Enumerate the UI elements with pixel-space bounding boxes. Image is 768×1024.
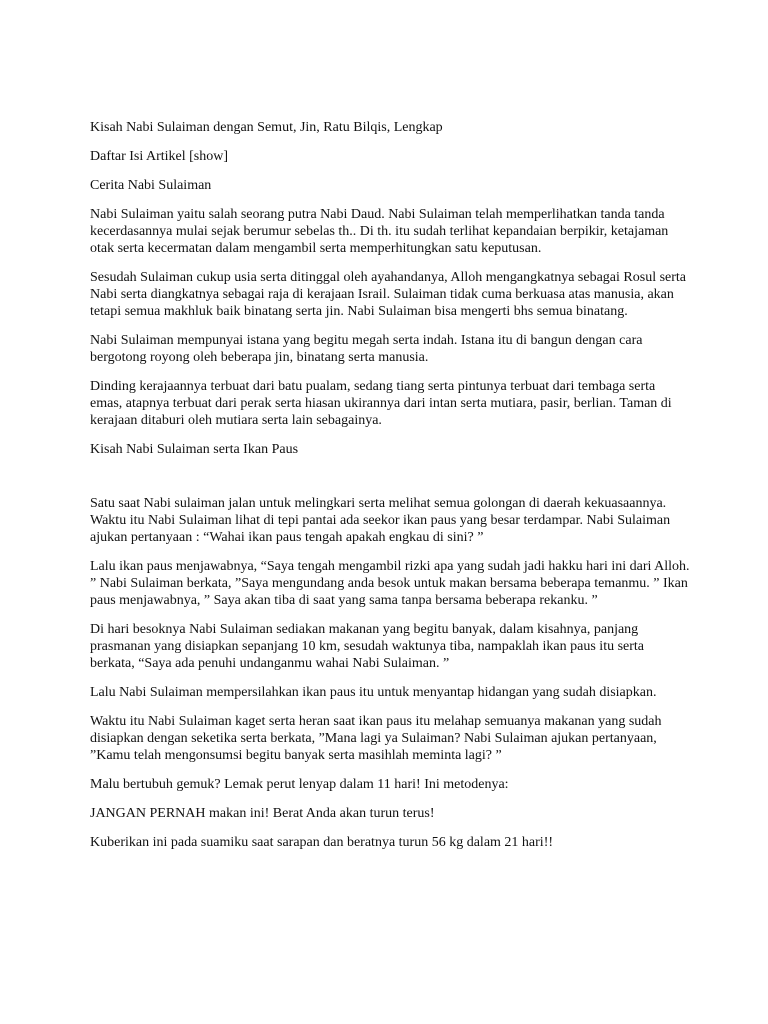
paragraph-2: Sesudah Sulaiman cukup usia serta ditinggal oleh ayahandanya, Alloh mengangkatnya sebagai Rosul serta Nabi serta diangkatnya sebagai raja di kerajaan Israil. Sulaiman tidak cuma berkuasa atas manusia, akan tetapi semua makhluk baik binatang serta jin. Nabi Sulaiman bisa mengerti bhs semua binatang. — [90, 270, 687, 319]
paragraph-7: Di hari besoknya Nabi Sulaiman sediakan makanan yang begitu banyak, dalam kisahnya, panjang prasmanan yang disiapkan sepanjang 10 km, sesudah waktunya tiba, nampaklah ikan paus itu serta berkata, “Saya ada penuhi undanganmu wahai Nabi Sulaiman. ” — [90, 622, 645, 671]
paragraph-11: JANGAN PERNAH makan ini! Berat Anda akan turun terus! — [90, 806, 435, 821]
paragraph-12: Kuberikan ini pada suamiku saat sarapan dan beratnya turun 56 kg dalam 21 hari!! — [90, 835, 554, 850]
paragraph-10: Malu bertubuh gemuk? Lemak perut lenyap dalam 11 hari! Ini metodenya: — [90, 777, 509, 792]
paragraph-5: Satu saat Nabi sulaiman jalan untuk melingkari serta melihat semua golongan di daerah kekuasaannya. Waktu itu Nabi Sulaiman lihat di tepi pantai ada seekor ikan paus yang besar terdampar. Nabi Sulaiman ajukan pertanyaan : “Wahai ikan paus tengah apakah engkau di sini? ” — [90, 496, 671, 545]
section-heading-cerita: Cerita Nabi Sulaiman — [90, 178, 212, 193]
paragraph-3: Nabi Sulaiman mempunyai istana yang begitu megah serta indah. Istana itu di bangun dengan cara bergotong royong oleh beberapa jin, binatang serta manusia. — [90, 333, 643, 365]
table-of-contents: Daftar Isi Artikel [show] — [90, 149, 229, 164]
paragraph-9: Waktu itu Nabi Sulaiman kaget serta heran saat ikan paus itu melahap semuanya makanan yang sudah disiapkan dengan seketika serta berkata, ”Mana lagi ya Sulaiman? Nabi Sulaiman ajukan pertanyaan, ”Kamu telah mengonsumsi begitu banyak serta masihlah meminta lagi? ” — [90, 714, 662, 763]
paragraph-8: Lalu Nabi Sulaiman mempersilahkan ikan paus itu untuk menyantap hidangan yang sudah disiapkan. — [90, 685, 657, 700]
section-heading-ikan-paus: Kisah Nabi Sulaiman serta Ikan Paus — [90, 442, 299, 457]
document-title: Kisah Nabi Sulaiman dengan Semut, Jin, Ratu Bilqis, Lengkap — [90, 120, 443, 135]
paragraph-1: Nabi Sulaiman yaitu salah seorang putra Nabi Daud. Nabi Sulaiman telah memperlihatkan tanda tanda kecerdasannya mulai sejak berumur sebelas th.. Di th. itu sudah terlihat kepandaian berpikir, ketajaman otak serta kecermatan dalam mengambil serta memperhitungkan satu keputusan. — [90, 207, 669, 256]
paragraph-4: Dinding kerajaannya terbuat dari batu pualam, sedang tiang serta pintunya terbuat dari tembaga serta emas, atapnya terbuat dari perak serta hiasan ukirannya dari intan serta mutiara, pasir, berlian. Taman di kerajaan ditaburi oleh mutiara serta lain sebagainya. — [90, 379, 672, 428]
document-page — [90, 119, 690, 863]
paragraph-6: Lalu ikan paus menjawabnya, “Saya tengah mengambil rizki apa yang sudah jadi hakku hari ini dari Alloh. ” Nabi Sulaiman berkata, ”Saya mengundang anda besok untuk makan bersama beberapa temanmu. ” Ikan paus menjawabnya, ” Saya akan tiba di saat yang sama tanpa bersama beberapa rekanku. ” — [90, 559, 690, 608]
